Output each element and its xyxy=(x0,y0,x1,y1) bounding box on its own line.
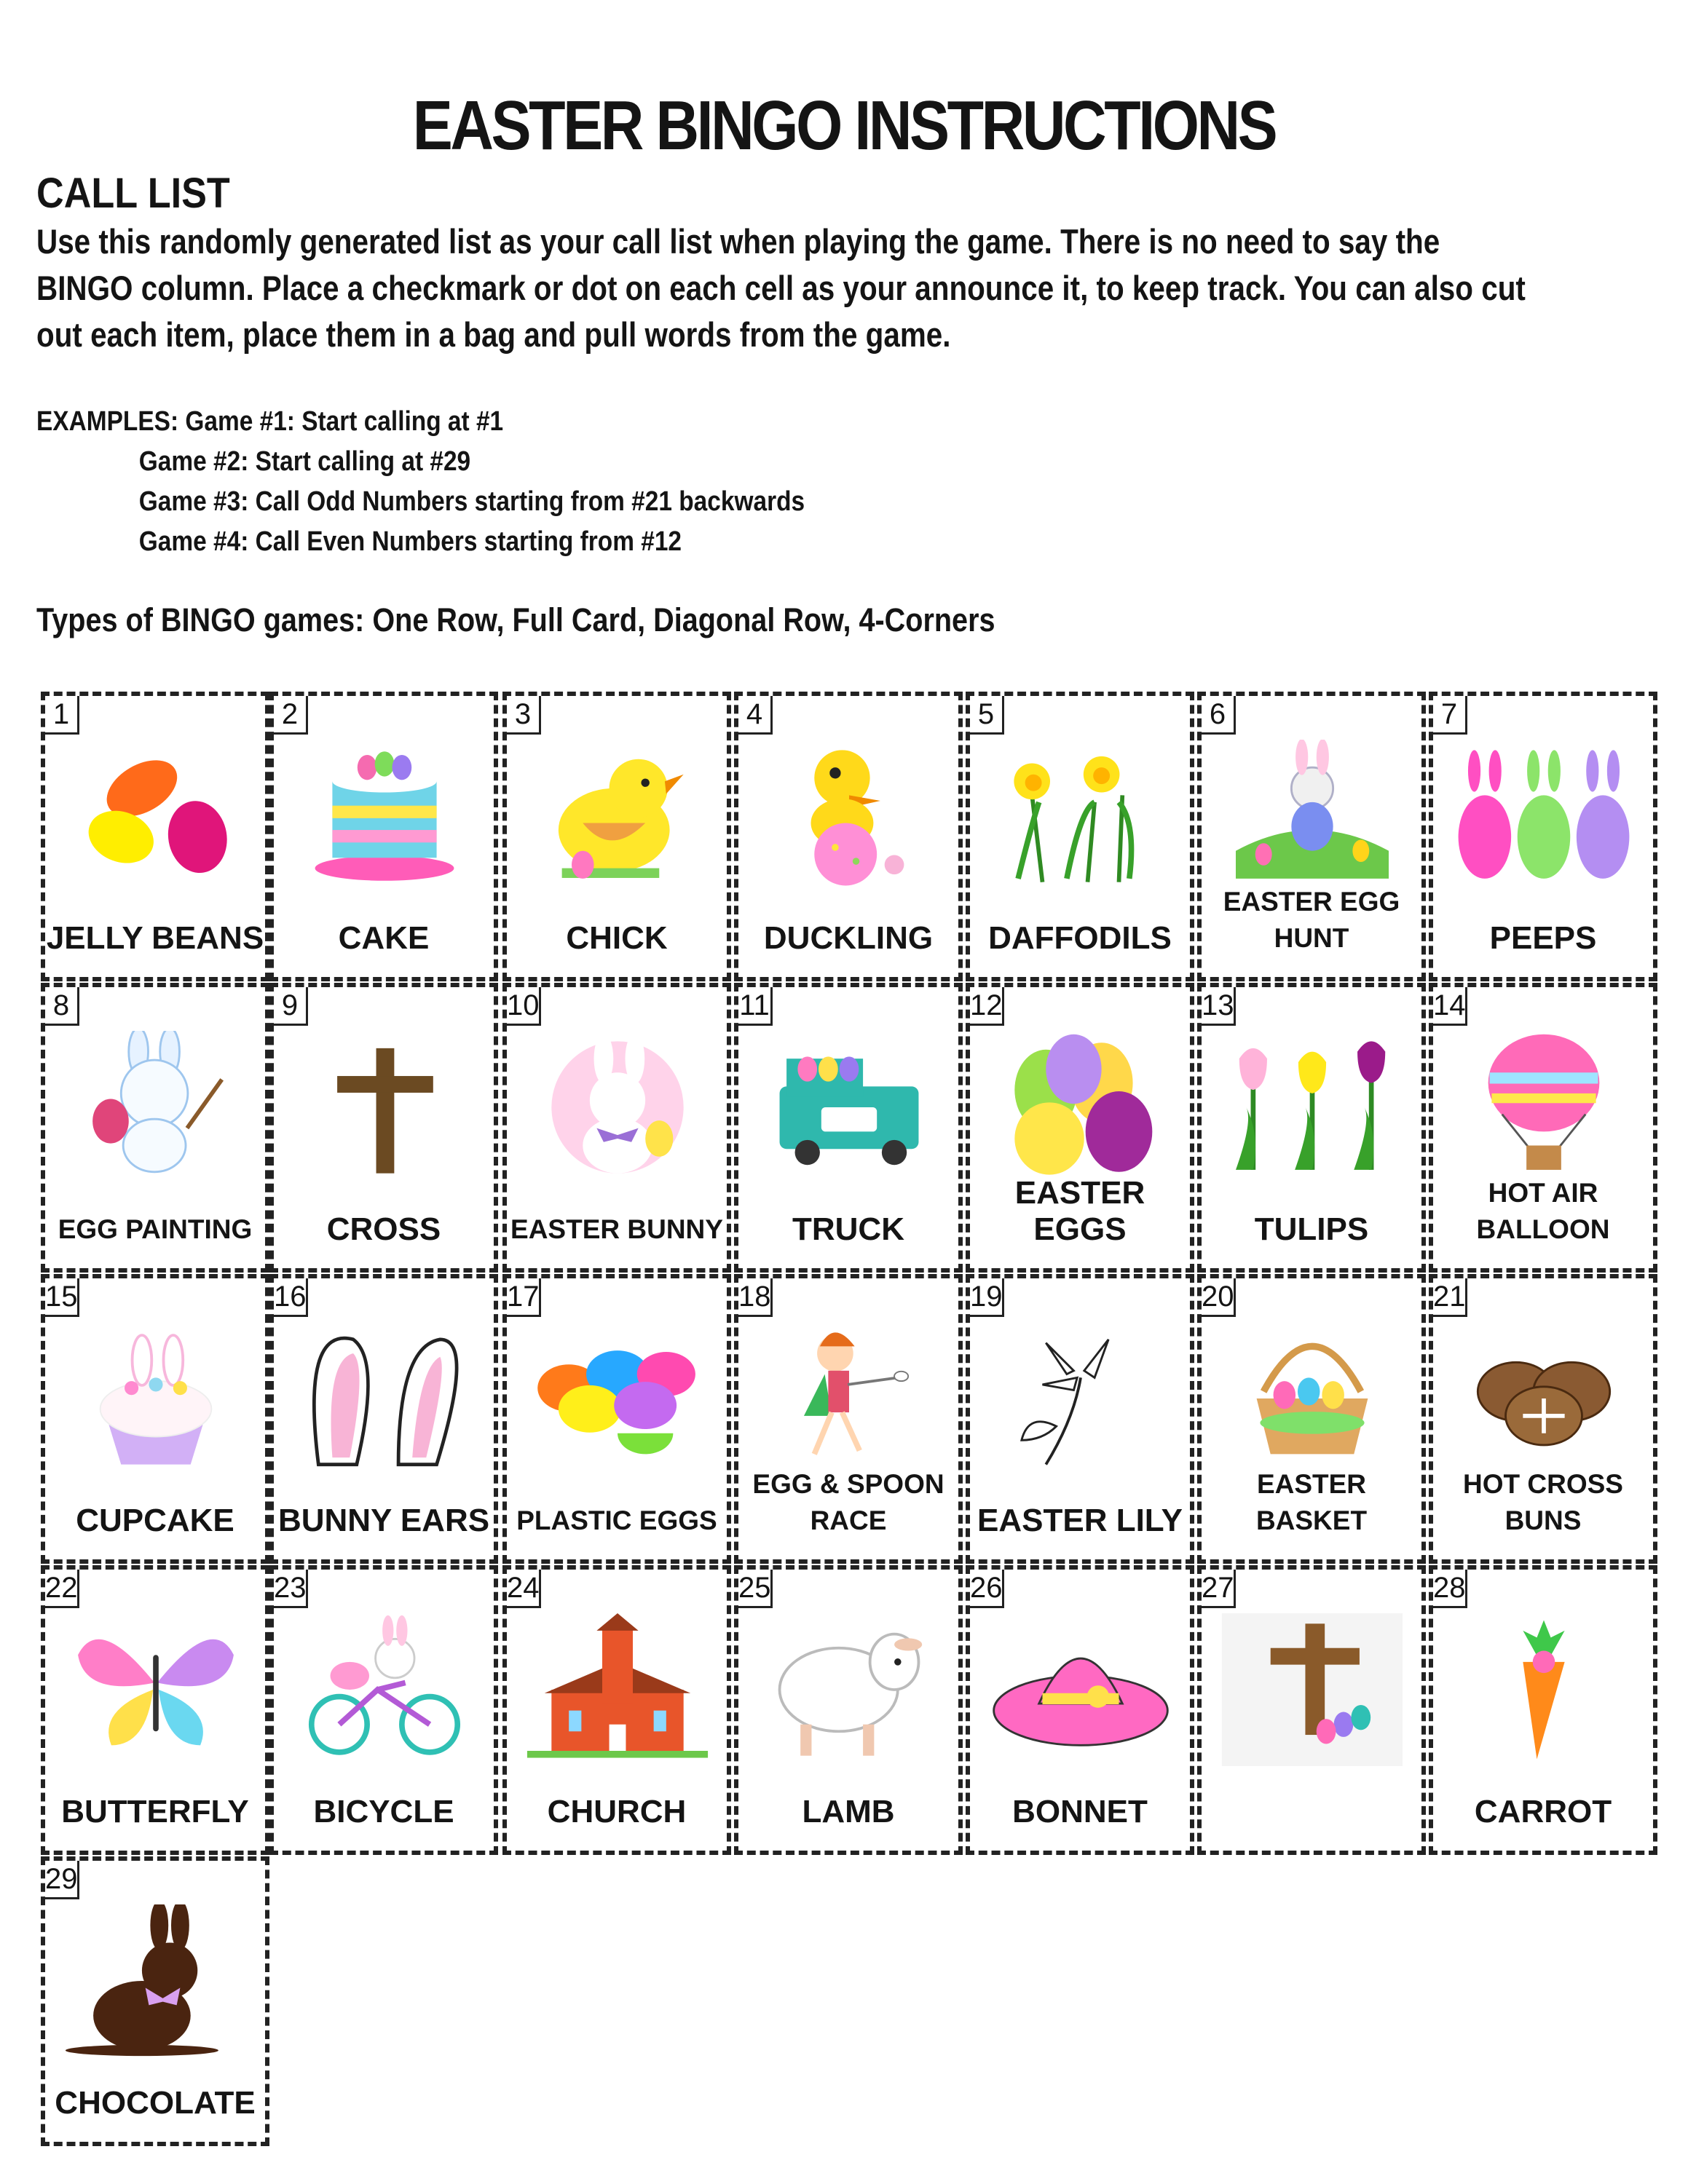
tulips-icon xyxy=(1218,1031,1407,1184)
easter-lily-icon xyxy=(986,1322,1175,1475)
bicycle-icon xyxy=(290,1613,479,1766)
bunny-ears-icon xyxy=(290,1322,479,1475)
bingo-card xyxy=(1197,692,1426,981)
card-number: 7 xyxy=(1433,696,1467,735)
egg-painting-icon xyxy=(61,1031,251,1184)
bingo-card xyxy=(734,692,963,981)
bingo-card xyxy=(269,1274,498,1564)
card-number: 9 xyxy=(274,987,308,1026)
card-number: 27 xyxy=(1202,1570,1236,1608)
bingo-card xyxy=(1429,1565,1657,1855)
card-number: 2 xyxy=(274,696,308,735)
jelly-beans-icon xyxy=(61,740,251,893)
examples-list xyxy=(36,402,805,562)
bingo-card xyxy=(269,692,498,981)
card-number: 10 xyxy=(507,987,541,1026)
bingo-card xyxy=(734,983,963,1273)
card-label: EASTER BUNNY xyxy=(510,1214,723,1244)
card-label: LAMB xyxy=(802,1794,895,1829)
plastic-eggs-icon xyxy=(523,1322,712,1475)
chick-icon xyxy=(523,740,712,893)
easter-bunny-icon xyxy=(523,1031,712,1184)
card-number: 29 xyxy=(45,1861,79,1899)
bingo-card xyxy=(1429,692,1657,981)
bingo-card xyxy=(41,692,269,981)
card-label: DAFFODILS xyxy=(988,920,1172,956)
card-label: BONNET xyxy=(1012,1794,1148,1829)
card-number: 21 xyxy=(1433,1278,1467,1317)
bingo-card xyxy=(734,1274,963,1564)
he-is-risen-icon xyxy=(1218,1613,1407,1766)
cupcake-icon xyxy=(61,1322,251,1475)
card-label: CUPCAKE xyxy=(76,1503,234,1538)
call-list-intro: Use this randomly generated list as your call list when playing the game. There is no need to say the BINGO column. Place a checkmark or dot on each cell as your announce it, to keep track. You can also cut out each item, place them in a bag and pull words from the game. xyxy=(36,222,1526,354)
duckling-icon xyxy=(754,740,944,893)
card-number: 28 xyxy=(1433,1570,1467,1608)
bingo-card xyxy=(1429,983,1657,1273)
bingo-card xyxy=(1429,1274,1657,1564)
card-label: HOT AIR BALLOON xyxy=(1476,1178,1610,1244)
page-title: EASTER BINGO INSTRUCTIONS xyxy=(412,87,1276,165)
card-number: 24 xyxy=(507,1570,541,1608)
bingo-card xyxy=(41,1856,269,2146)
bingo-game-types: Types of BINGO games: One Row, Full Card, Diagonal Row, 4-Corners xyxy=(36,601,995,638)
bingo-card xyxy=(734,1565,963,1855)
bingo-card xyxy=(269,1565,498,1855)
lamb-icon xyxy=(754,1613,944,1766)
card-label: EASTER LILY xyxy=(977,1503,1183,1538)
bingo-card xyxy=(1197,1274,1426,1564)
hot-air-balloon-icon xyxy=(1449,1031,1638,1184)
card-label: BUTTERFLY xyxy=(61,1794,249,1829)
bingo-card xyxy=(1197,983,1426,1273)
card-label: EASTER EGG HUNT xyxy=(1223,887,1400,953)
card-label: CARROT xyxy=(1474,1794,1612,1829)
bingo-card xyxy=(966,692,1194,981)
card-number: 25 xyxy=(738,1570,773,1608)
card-number: 5 xyxy=(970,696,1004,735)
example-line: Game #2: Start calling at #29 xyxy=(138,446,471,477)
egg-spoon-race-icon xyxy=(754,1322,944,1475)
chocolate-bunny-icon xyxy=(61,1904,251,2057)
bingo-card xyxy=(966,1274,1194,1564)
card-label: CHURCH xyxy=(547,1794,687,1829)
card-label: CHICK xyxy=(566,920,668,956)
bingo-card xyxy=(41,983,269,1273)
card-label: TULIPS xyxy=(1254,1211,1369,1247)
card-number: 18 xyxy=(738,1278,773,1317)
card-label: EASTER BASKET xyxy=(1255,1469,1368,1535)
bingo-card xyxy=(502,1565,731,1855)
church-icon xyxy=(523,1613,712,1766)
easter-basket-icon xyxy=(1218,1322,1407,1475)
card-number: 4 xyxy=(738,696,773,735)
card-number: 8 xyxy=(45,987,79,1026)
bingo-card xyxy=(502,1274,731,1564)
card-label: TRUCK xyxy=(792,1211,904,1247)
carrot-icon xyxy=(1449,1613,1638,1766)
card-label: CROSS xyxy=(326,1211,441,1247)
daffodils-icon xyxy=(986,740,1175,893)
cake-icon xyxy=(290,740,479,893)
bonnet-icon xyxy=(986,1613,1175,1766)
bingo-card xyxy=(502,983,731,1273)
card-number: 17 xyxy=(507,1278,541,1317)
call-list-heading: CALL LIST xyxy=(36,170,230,217)
card-label: EASTER EGGS xyxy=(1014,1175,1145,1247)
peeps-icon xyxy=(1449,740,1638,893)
example-line: EXAMPLES: Game #1: Start calling at #1 xyxy=(36,406,504,437)
bingo-card xyxy=(269,983,498,1273)
card-number: 12 xyxy=(970,987,1004,1026)
card-label: EGG PAINTING xyxy=(58,1214,253,1244)
card-label: PEEPS xyxy=(1489,920,1597,956)
card-label: JELLY BEANS xyxy=(46,920,264,956)
card-number: 15 xyxy=(45,1278,79,1317)
card-number: 1 xyxy=(45,696,79,735)
easter-eggs-icon xyxy=(986,1031,1175,1184)
bingo-card xyxy=(966,1565,1194,1855)
card-number: 14 xyxy=(1433,987,1467,1026)
truck-icon xyxy=(754,1031,944,1184)
card-number: 19 xyxy=(970,1278,1004,1317)
card-number: 26 xyxy=(970,1570,1004,1608)
card-label: CHOCOLATE xyxy=(55,2085,256,2121)
card-label: HOT CROSS BUNS xyxy=(1463,1469,1623,1535)
card-label: DUCKLING xyxy=(763,920,934,956)
card-number: 16 xyxy=(274,1278,308,1317)
card-number: 22 xyxy=(45,1570,79,1608)
card-label: BICYCLE xyxy=(313,1794,454,1829)
card-number: 20 xyxy=(1202,1278,1236,1317)
bingo-card xyxy=(502,692,731,981)
bingo-card xyxy=(966,983,1194,1273)
cross-icon xyxy=(290,1031,479,1184)
card-label: BUNNY EARS xyxy=(277,1503,490,1538)
card-label: EGG & SPOON RACE xyxy=(752,1469,944,1535)
card-number: 3 xyxy=(507,696,541,735)
hot-cross-buns-icon xyxy=(1449,1322,1638,1475)
card-number: 6 xyxy=(1202,696,1236,735)
example-line: Game #3: Call Odd Numbers starting from #21 backwards xyxy=(138,486,805,517)
card-label: CAKE xyxy=(338,920,430,956)
card-number: 11 xyxy=(738,987,773,1026)
example-line: Game #4: Call Even Numbers starting from #12 xyxy=(138,526,682,557)
bingo-card xyxy=(41,1565,269,1855)
butterfly-icon xyxy=(61,1613,251,1766)
card-number: 23 xyxy=(274,1570,308,1608)
bingo-card xyxy=(1197,1565,1426,1855)
egg-hunt-icon xyxy=(1218,740,1407,893)
card-label: PLASTIC EGGS xyxy=(516,1506,717,1535)
card-number: 13 xyxy=(1202,987,1236,1026)
bingo-card xyxy=(41,1274,269,1564)
